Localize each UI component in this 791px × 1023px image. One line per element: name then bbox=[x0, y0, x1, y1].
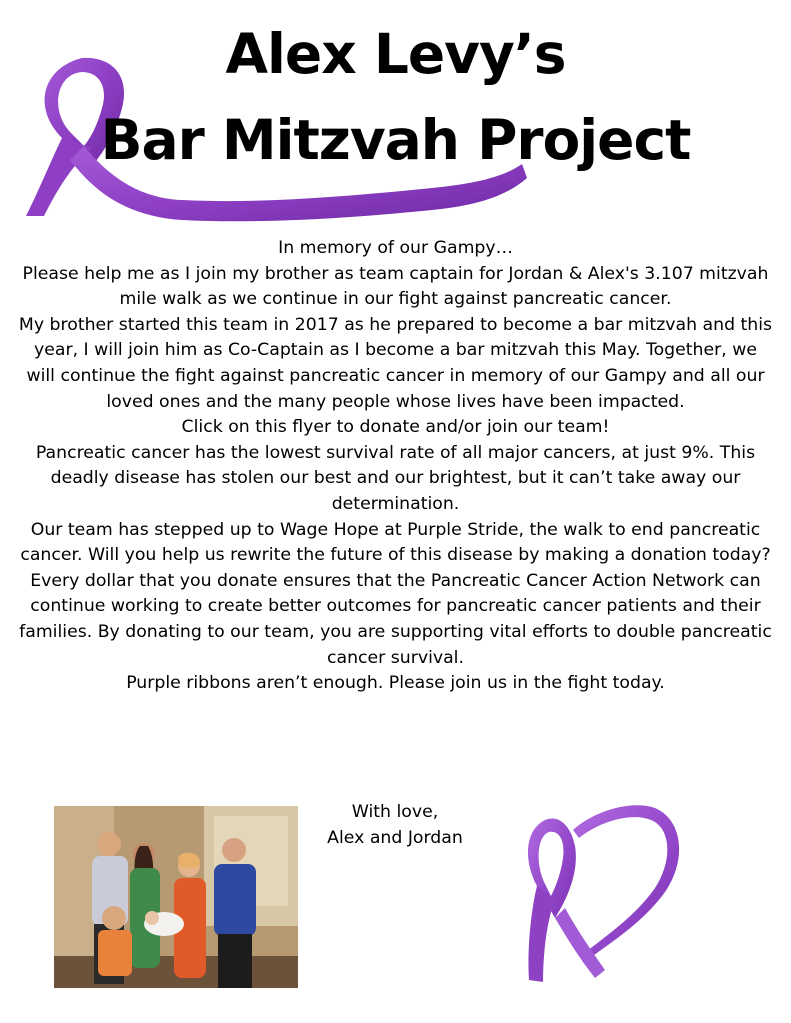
signoff-with-love: With love, bbox=[351, 802, 439, 822]
family-photo-illustration bbox=[54, 806, 298, 988]
ribbon-heart-icon bbox=[515, 800, 695, 990]
body-paragraph-purple-stride: Our team has stepped up to Wage Hope at Purple Stride, the walk to end pancreatic cancer. Will you help us rewrite the future of this disease by making a donation today? bbox=[20, 519, 771, 566]
title-line-1: Alex Levy’s bbox=[225, 22, 566, 86]
family-photo bbox=[54, 806, 298, 988]
body-paragraph-purple-ribbons: Purple ribbons aren’t enough. Please join us in the fight today. bbox=[126, 673, 665, 694]
flyer-body[interactable] bbox=[18, 236, 773, 697]
body-paragraph-brother: My brother started this team in 2017 as he prepared to become a bar mitzvah and this year, I will join him as Co-Captain as I become a bar mitzvah this May. Together, we will continue the fight against pancreatic cancer in memory of our Gampy and all our loved ones and the many people whose lives have been impacted. bbox=[18, 314, 773, 412]
signoff bbox=[320, 800, 470, 851]
title-line-2: Bar Mitzvah Project bbox=[100, 108, 691, 172]
body-paragraph-every-dollar: Every dollar that you donate ensures that the Pancreatic Cancer Action Network can continue working to create better outcomes for pancreatic cancer patients and their families. By donating to our team, you are supporting vital efforts to double pancreatic cancer survival. bbox=[19, 570, 772, 668]
body-paragraph-donate-link[interactable]: Click on this flyer to donate and/or join our team! bbox=[181, 417, 610, 438]
body-paragraph-help: Please help me as I join my brother as team captain for Jordan & Alex's 3.107 mitzvah mile walk as we continue in our fight against pancreatic cancer. bbox=[22, 263, 769, 310]
body-paragraph-survival: Pancreatic cancer has the lowest survival rate of all major cancers, at just 9%. This deadly disease has stolen our best and our brightest, but it can’t take away our determination. bbox=[35, 442, 756, 514]
body-paragraph-memory: In memory of our Gampy… bbox=[278, 238, 513, 258]
signoff-names: Alex and Jordan bbox=[327, 827, 463, 848]
